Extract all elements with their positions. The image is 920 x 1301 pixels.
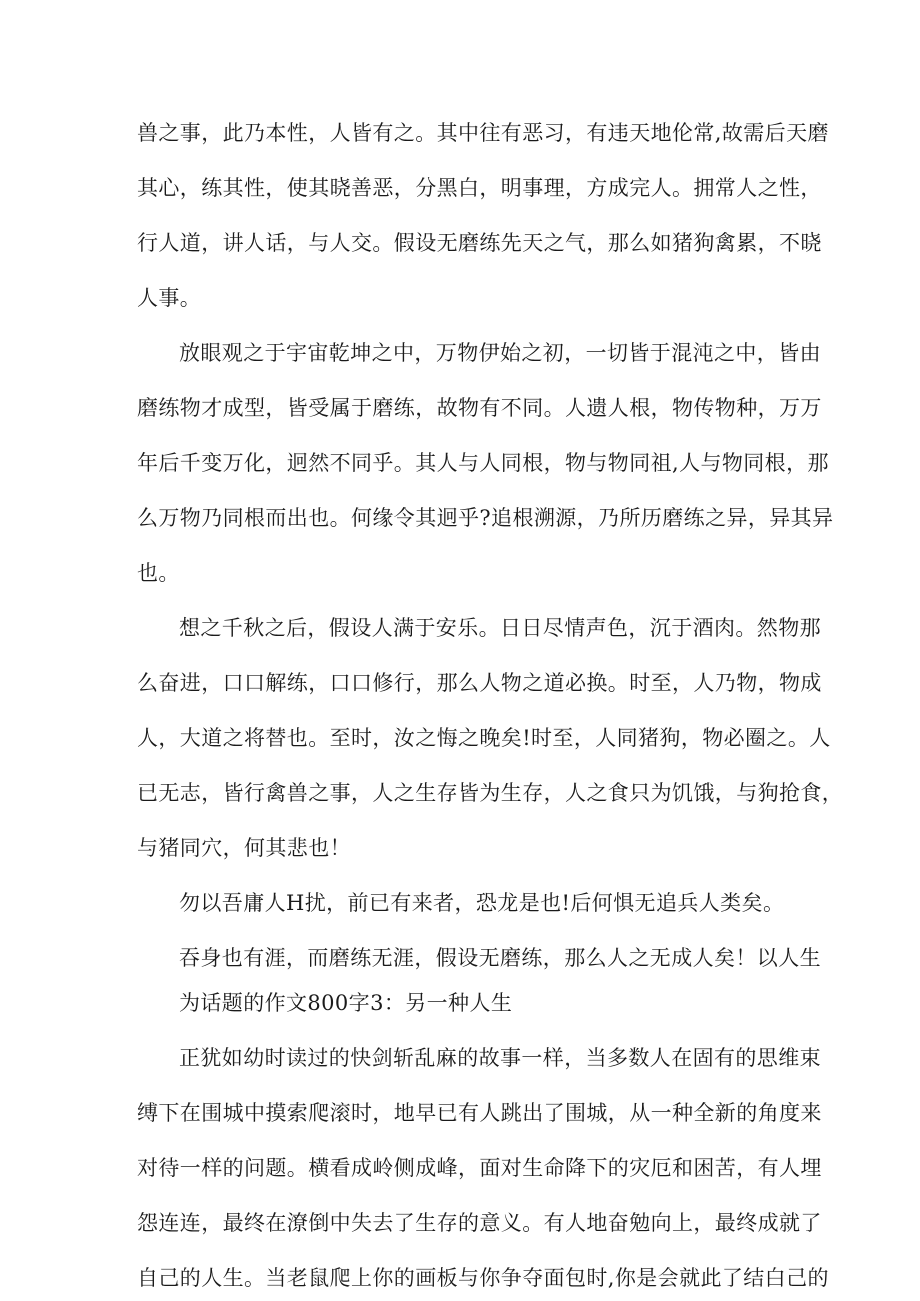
text-line: 放眼观之于宇宙乾坤之中，万物伊始之初，一切皆于混沌之中，皆由 <box>179 341 821 365</box>
text-line: 其心，练其性，使其晓善恶，分黑白，明事理，方成完人。拥常人之性， <box>137 176 822 200</box>
text-line: 对待一样的问题。横看成岭侧成峰，面对生命降下的灾厄和困苦，有人埋 <box>137 1156 822 1180</box>
text-line: 人事。 <box>137 286 202 310</box>
text-line: 想之千秋之后，假设人满于安乐。日日尽情声色，沉于酒肉。然物那 <box>179 616 821 640</box>
text-line: 正犹如幼时读过的快剑斩乱麻的故事一样，当多数人在固有的思维束 <box>179 1046 821 1070</box>
text-line: 么奋进，口口解练，口口修行，那么人物之道必换。时至，人乃物，物成 <box>137 671 822 695</box>
text-line: 为话题的作文800字3：另一种人生 <box>179 991 513 1015</box>
text-line: 缚下在围城中摸索爬滚时，地早已有人跳出了围城，从一种全新的角度来 <box>137 1101 822 1125</box>
text-line: 么万物乃同根而出也。何缘令其迥乎?追根溯源，乃所历磨练之异，异其异 <box>137 506 834 530</box>
text-line: 吞身也有涯，而磨练无涯，假设无磨练，那么人之无成人矣！以人生 <box>179 946 821 970</box>
text-line: 怨连连，最终在潦倒中失去了生存的意义。有人地奋勉向上，最终成就了 <box>137 1211 822 1235</box>
text-line: 兽之事，此乃本性，人皆有之。其中往有恶习，有违天地伦常,故需后天磨 <box>137 121 829 145</box>
text-line: 人，大道之将替也。至时，汝之悔之晚矣!时至，人同猪狗，物必圈之。人 <box>137 726 831 750</box>
text-line: 年后千变万化，迥然不同乎。其人与人同根，物与物同祖,人与物同根，那 <box>137 451 829 475</box>
text-line: 行人道，讲人话，与人交。假设无磨练先天之气，那么如猪狗禽累，不晓 <box>137 231 822 255</box>
text-line: 也。 <box>137 561 180 585</box>
text-line: 与猪同穴，何其悲也！ <box>137 836 351 860</box>
text-line: 磨练物才成型，皆受属于磨练，故物有不同。人遗人根，物传物种，万万 <box>137 396 822 420</box>
text-line: 勿以吾庸人H扰，前已有来者，恐龙是也!后何惧无追兵人类矣。 <box>179 891 785 915</box>
text-line: 已无志，皆行禽兽之事，人之生存皆为生存，人之食只为饥饿，与狗抢食， <box>137 781 844 805</box>
text-line: 自己的人生。当老鼠爬上你的画板与你争夺面包时,你是会就此了结白己的 <box>137 1266 829 1290</box>
